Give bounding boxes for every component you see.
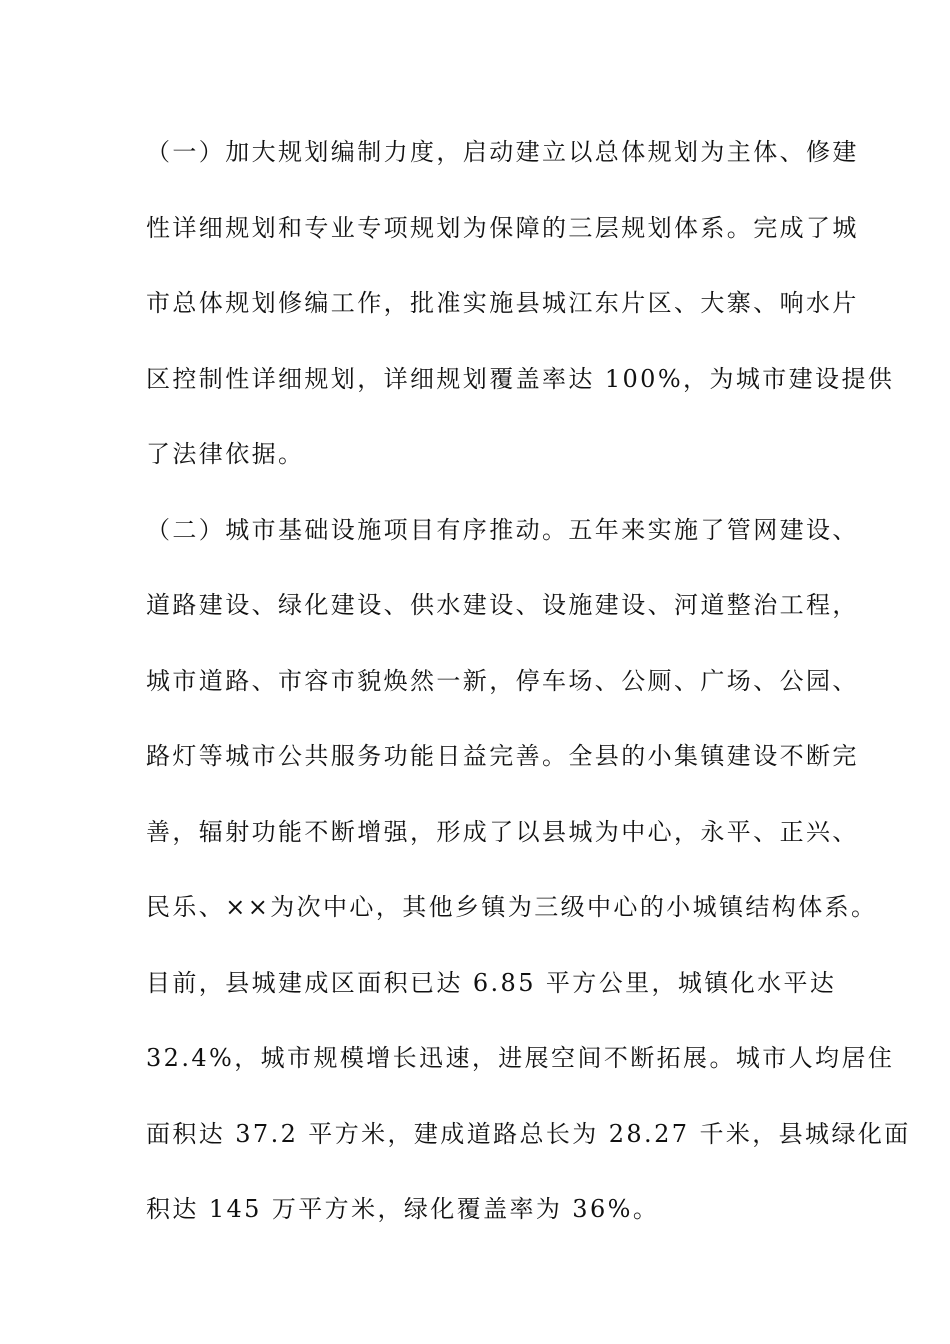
document-body — [146, 130, 911, 1263]
paragraph-line: （二）城市基础设施项目有序推动。五年来实施了管网建设、 — [146, 515, 859, 544]
paragraph-line: 区控制性详细规划，详细规划覆盖率达 100%，为城市建设提供 — [146, 364, 895, 393]
paragraph-line: （一）加大规划编制力度，启动建立以总体规划为主体、修建 — [146, 138, 859, 166]
paragraph-infrastructure — [146, 508, 911, 1263]
paragraph-line: 积达 145 万平方米，绿化覆盖率为 36%。 — [146, 1195, 660, 1223]
paragraph-line: 目前，县城建成区面积已达 6.85 平方公里，城镇化水平达 — [146, 968, 837, 997]
paragraph-line: 32.4%，城市规模增长迅速，进展空间不断拓展。城市人均居住 — [146, 1044, 895, 1072]
paragraph-line: 城市道路、市容市貌焕然一新，停车场、公厕、广场、公园、 — [146, 666, 859, 695]
paragraph-line: 市总体规划修编工作，批准实施县城江东片区、大寨、响水片 — [146, 289, 859, 317]
paragraph-line: 性详细规划和专业专项规划为保障的三层规划体系。完成了城 — [146, 213, 859, 242]
paragraph-line: 道路建设、绿化建设、供水建设、设施建设、河道整治工程， — [146, 591, 859, 619]
paragraph-line: 了法律依据。 — [146, 440, 305, 468]
paragraph-line: 民乐、××为次中心，其他乡镇为三级中心的小城镇结构体系。 — [146, 893, 878, 921]
paragraph-line: 善，辐射功能不断增强，形成了以县城为中心，永平、正兴、 — [146, 817, 859, 846]
paragraph-planning — [146, 130, 895, 508]
paragraph-line: 路灯等城市公共服务功能日益完善。全县的小集镇建设不断完 — [146, 742, 859, 770]
paragraph-line: 面积达 37.2 平方米，建成道路总长为 28.27 千米，县城绿化面 — [146, 1119, 911, 1148]
